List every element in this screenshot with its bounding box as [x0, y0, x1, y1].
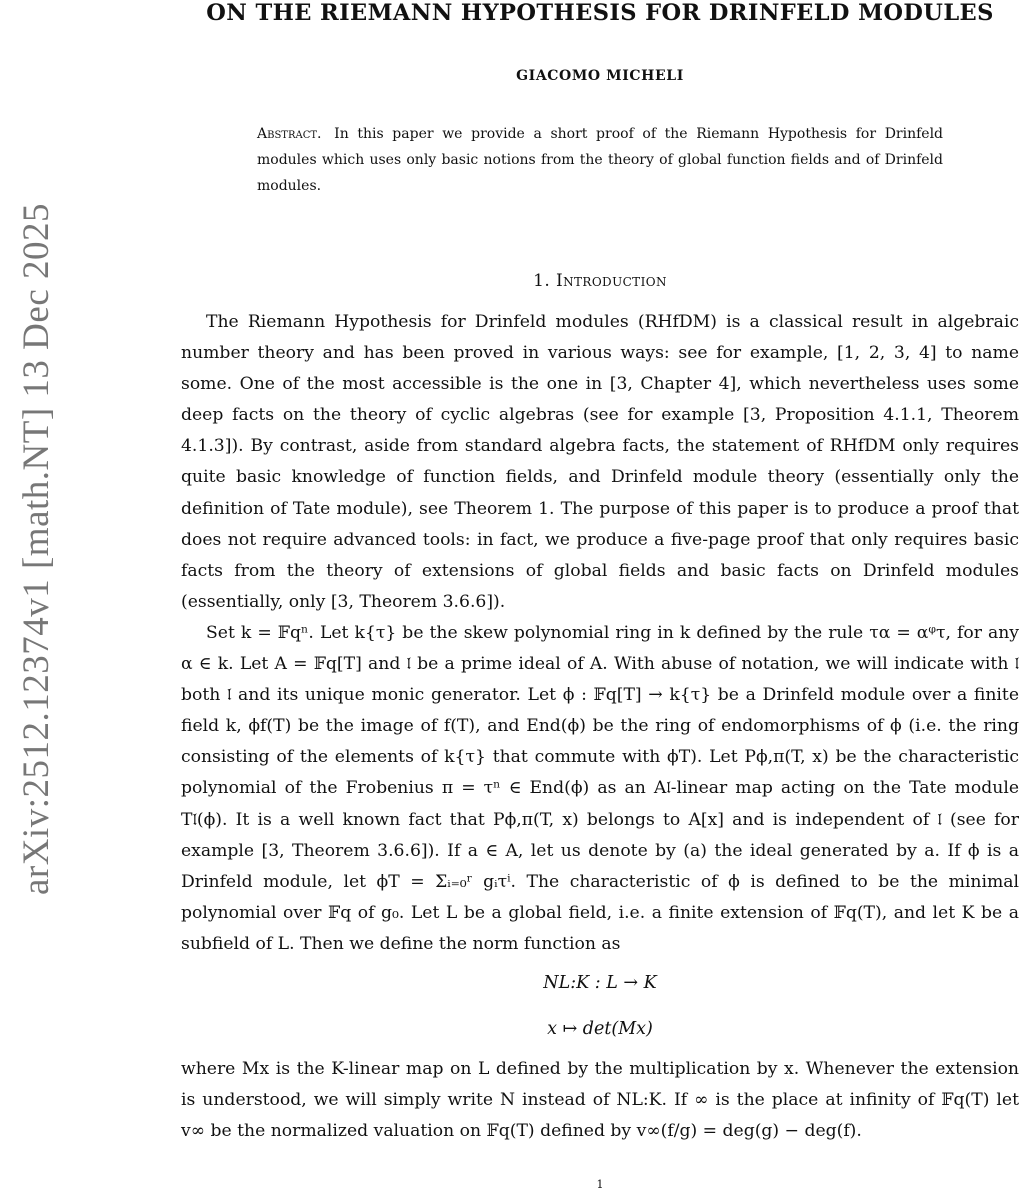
section-heading [181, 271, 1019, 291]
arxiv-stamp [8, 164, 64, 934]
page-number: 1 [596, 1178, 604, 1191]
abstract [257, 121, 943, 199]
arxiv-identifier: arXiv:2512.12374v1 [math.NT] 13 Dec 2025 [15, 202, 57, 896]
abstract-text: In this paper we provide a short proof of the Riemann Hypothesis for Drinfeld modules which uses only basic notions from the theory of global function fields and of Drinfeld modules. [257, 126, 944, 194]
display-equation-map: x ↦ det(Mx) [547, 1018, 653, 1039]
author-name: GIACOMO MICHELI [516, 68, 684, 84]
paragraph-intro: The Riemann Hypothesis for Drinfeld modules (RHfDM) is a classical result in algebraic number theory and has been proved in various ways: see for example, [1, 2, 3, 4] to name some. One of the most accessible is the one in [3, Chapter 4], which nevertheless uses some deep facts on the theory of cyclic algebras (see for example [3, Proposition 4.1.1, Theorem 4.1.3]). By contrast, aside from standard algebra facts, the statement of RHfDM only requires quite basic knowledge of function fields, and Drinfeld module theory (essentially only the definition of Tate module), see Theorem 1. The purpose of this paper is to produce a proof that does not require advanced tools: in fact, we produce a five-page proof that only requires basic facts from the theory of extensions of global fields and basic facts on Drinfeld modules (essentially, only [3, Theorem 3.6.6]). [181, 312, 1019, 612]
section-title: Introduction [555, 271, 667, 291]
paper-title: ON THE RIEMANN HYPOTHESIS FOR DRINFELD MODULES [206, 0, 994, 26]
paragraph-closing: where Mx is the K-linear map on L defined by the multiplication by x. Whenever the extension is understood, we will simply write N instead of NL:K. If ∞ is the place at infinity of 𝔽q(T) let v∞ be the normalized valuation on 𝔽q(T) defined by v∞(f/g) = deg(g) − deg(f). [181, 1058, 1019, 1142]
paper-page [181, 0, 1019, 1147]
abstract-label: Abstract. [257, 126, 322, 142]
paragraph-setup: Set k = 𝔽qⁿ. Let k{τ} be the skew polynomial ring in k defined by the rule τα = αᵠτ, for any α ∈ k. Let A = 𝔽q[T] and 𝔩 be a prime ideal of A. With abuse of notation, we will indicate with 𝔩 both 𝔩 and its unique monic generator. Let ϕ : 𝔽q[T] → k{τ} be a Drinfeld module over a finite field k, ϕf(T) be the image of f(T), and End(ϕ) be the ring of endomorphisms of ϕ (i.e. the ring consisting of the elements of k{τ} that commute with ϕT). Let Pϕ,π(T, x) be the characteristic polynomial of the Frobenius π = τⁿ ∈ End(ϕ) as an A𝔩-linear map acting on the Tate module T𝔩(ϕ). It is a well known fact that Pϕ,π(T, x) belongs to A[x] and is independent of 𝔩 (see for example [3, Theorem 3.6.6]). If a ∈ A, let us denote by (a) the ideal generated by a. If ϕ is a Drinfeld module, let ϕT = Σᵢ₌₀ʳ gᵢτⁱ. The characteristic of ϕ is defined to be the minimal polynomial over 𝔽q of g₀. Let L be a global field, i.e. a finite extension of 𝔽q(T), and let K be a subfield of L. Then we define the norm function as [181, 622, 1019, 954]
display-equation-norm: NL:K : L → K [543, 972, 657, 993]
section-number: 1. [533, 271, 551, 291]
